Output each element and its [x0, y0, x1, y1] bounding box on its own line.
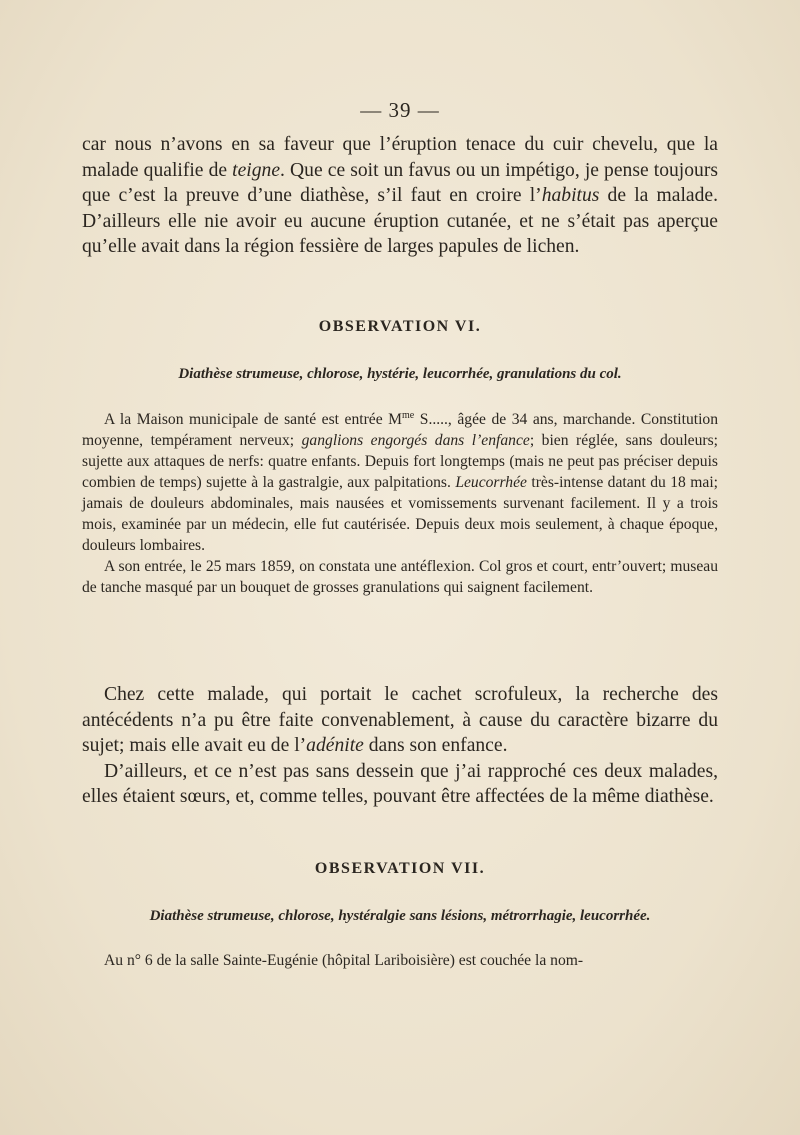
paragraph-text: de la malade. D’ailleurs elle nie avoir eu aucune éruption cutanée, et ne s’était pas aperçue qu’elle avait dans la région fessière de larges papules de lichen.: [82, 185, 718, 257]
continuation-paragraph: [82, 132, 718, 260]
paragraph-text: Au n° 6 de la salle Sainte-Eugénie (hôpital Lariboisière) est couchée la nom-: [104, 952, 584, 969]
observation-vii-subtitle: Diathèse strumeuse, chlorose, hystéralgie sans lésions, métrorrhagie, leucorrhée.: [149, 908, 651, 924]
paragraph-text: A son entrée, le 25 mars 1859, on constata une antéflexion. Col gros et court, entr’ouvert; museau de tanche masqué par un bouquet de grosses granulations qui saignent facilement.: [82, 558, 718, 597]
paragraph-text: . Que ce soit un favus ou un impétigo, je pense toujours que c’est la preuve d’une diathèse, s’il faut en croire l’: [82, 159, 718, 206]
paragraph-text: car nous n’avons en sa faveur que l’éruption tenace du cuir chevelu, que la malade qualifie de: [82, 134, 718, 181]
paragraph-text: A la Maison municipale de santé est entrée M: [104, 411, 403, 429]
observation-vii-title: OBSERVATION VII.: [314, 860, 486, 877]
italic-term: adénite: [306, 735, 364, 756]
observation-vi-body: [82, 405, 718, 598]
italic-term: habitus: [541, 185, 600, 206]
page-number: — 39 —: [360, 98, 440, 122]
italic-term: Leucorrhée: [455, 474, 527, 492]
italic-term: teigne: [232, 159, 281, 181]
paragraph-text: ; bien réglée, sans douleurs; sujette aux attaques de nerfs: quatre enfants. Depuis fort longtemps (mais ne peut pas préciser depuis combien de temps) sujette à la gastralgie, aux palpitations.: [82, 432, 718, 492]
paragraph-text: dans son enfance.: [363, 735, 508, 756]
superscript: me: [402, 410, 415, 421]
observation-vi-subtitle: Diathèse strumeuse, chlorose, hystérie, leucorrhée, granulations du col.: [178, 366, 622, 382]
observation-vii-body: [82, 950, 718, 971]
paragraph-text: D’ailleurs, et ce n’est pas sans dessein que j’ai rapproché ces deux malades, elles étaient sœurs, et, comme telles, pouvant être affectées de la même diathèse.: [82, 760, 718, 807]
italic-term: ganglions engorgés dans l’enfance: [301, 432, 530, 450]
paragraph-text: Chez cette malade, qui portait le cachet scrofuleux, la recherche des antécédents n’a pu être faite convenablement, à cause du caractère bizarre du sujet; mais elle avait eu de l’: [82, 684, 718, 756]
observation-vi-title: OBSERVATION VI.: [318, 318, 482, 335]
commentary-text: [82, 682, 718, 810]
paragraph-text: S....., âgée de 34 ans, marchande. Constitution moyenne, tempérament nerveux;: [82, 411, 718, 450]
paragraph-text: très-intense datant du 18 mai; jamais de douleurs abdominales, mais nausées et vomissements survenant facilement. Il y a trois mois, examinée par un médecin, elle fut cautérisée. Depuis deux mois seulement, à chaque époque, douleurs lombaires.: [82, 474, 718, 555]
